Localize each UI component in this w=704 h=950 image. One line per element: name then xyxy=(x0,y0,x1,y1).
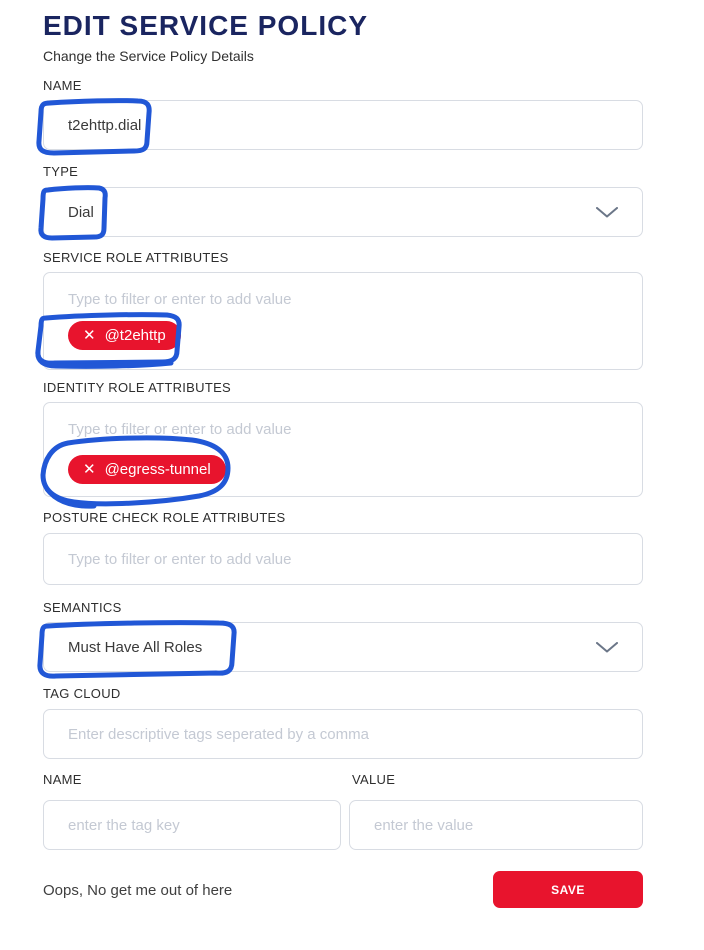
tag-value-input[interactable] xyxy=(349,800,643,850)
identity-role-attributes-label: IDENTITY ROLE ATTRIBUTES xyxy=(43,380,232,395)
service-role-tag[interactable] xyxy=(68,321,181,350)
identity-role-tag-label: @egress-tunnel xyxy=(104,461,211,478)
page-title: EDIT SERVICE POLICY xyxy=(43,10,368,41)
posture-check-role-attributes-label: POSTURE CHECK ROLE ATTRIBUTES xyxy=(43,510,286,525)
service-role-attributes-label: SERVICE ROLE ATTRIBUTES xyxy=(43,250,229,265)
identity-role-attributes-box[interactable] xyxy=(43,402,643,497)
tag-cloud-label: TAG CLOUD xyxy=(43,686,121,701)
save-button[interactable]: SAVE xyxy=(493,871,643,908)
service-role-tag-label: @t2ehttp xyxy=(104,327,166,344)
name-input[interactable] xyxy=(43,100,643,150)
remove-tag-icon[interactable]: ✕ xyxy=(83,461,96,478)
name-label: NAME xyxy=(43,78,82,93)
cancel-link[interactable]: Oops, No get me out of here xyxy=(43,882,233,899)
identity-role-tag[interactable] xyxy=(68,455,226,484)
identity-role-attributes-input[interactable] xyxy=(68,417,618,441)
semantics-label: SEMANTICS xyxy=(43,600,122,615)
remove-tag-icon[interactable]: ✕ xyxy=(83,327,96,344)
semantics-select-value: Must Have All Roles xyxy=(68,638,203,656)
service-role-attributes-input[interactable] xyxy=(68,287,618,311)
tag-cloud-input[interactable] xyxy=(43,709,643,759)
semantics-select[interactable] xyxy=(43,622,643,672)
type-label: TYPE xyxy=(43,164,79,179)
tag-name-label: NAME xyxy=(43,772,82,787)
chevron-down-icon xyxy=(596,207,618,218)
tag-key-input[interactable] xyxy=(43,800,341,850)
type-select[interactable] xyxy=(43,187,643,237)
service-role-attributes-box[interactable] xyxy=(43,272,643,370)
posture-check-role-attributes-input[interactable] xyxy=(43,533,643,585)
type-select-value: Dial xyxy=(68,203,94,221)
page-subtitle: Change the Service Policy Details xyxy=(43,48,254,64)
tag-value-label: VALUE xyxy=(352,772,396,787)
chevron-down-icon xyxy=(596,642,618,653)
